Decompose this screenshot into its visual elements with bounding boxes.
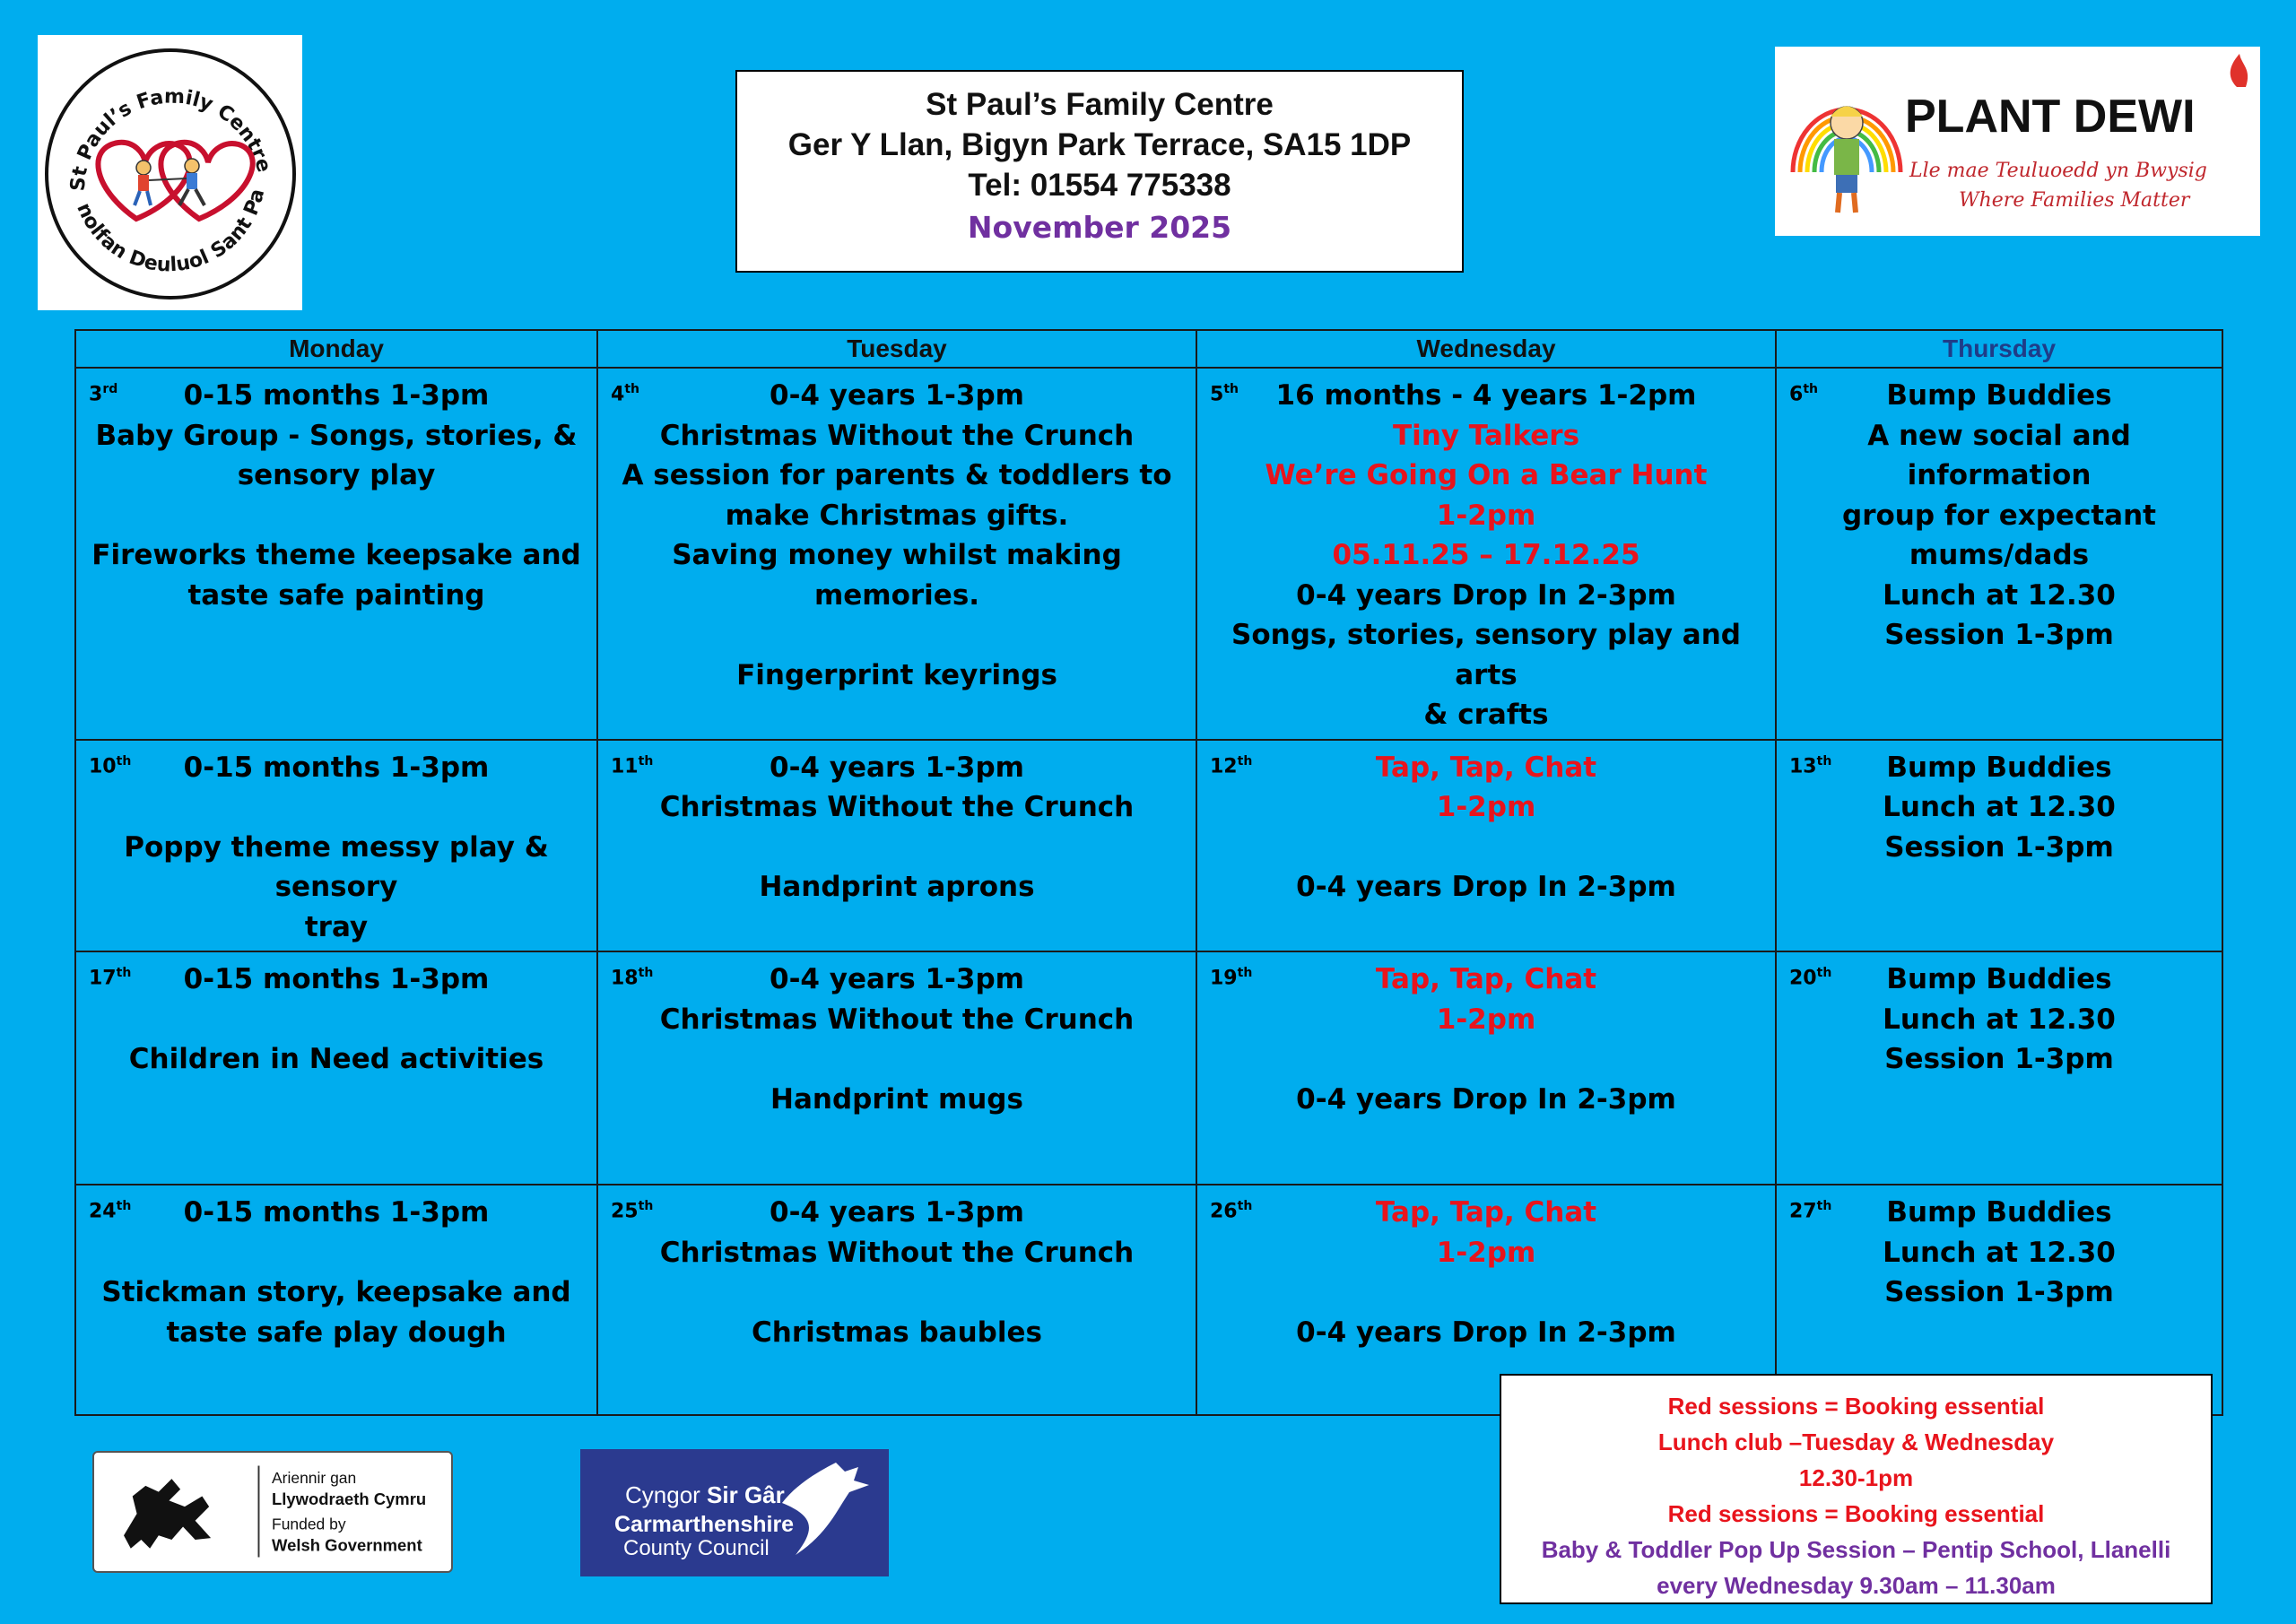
calendar-day-cell-tuesday (597, 740, 1196, 952)
day-number (611, 750, 653, 778)
booking-session-line: 1-2pm (1436, 1003, 1536, 1036)
note-line: Red sessions = Booking essential (1667, 1393, 2045, 1420)
calendar-day-cell-tuesday (597, 1185, 1196, 1415)
event-line: Bump Buddies (1886, 751, 2112, 784)
event-line: Handprint mugs (770, 1082, 1023, 1116)
day-number (89, 961, 131, 990)
event-line: & crafts (1423, 699, 1549, 731)
booking-session-line: 05.11.25 – 17.12.25 (1332, 539, 1640, 571)
event-line: Christmas Without the Crunch (659, 1236, 1135, 1269)
council-sir-gar: Sir Gâr (707, 1481, 785, 1508)
event-line: Christmas Without the Crunch (659, 791, 1135, 823)
event-line: 0-4 years Drop In 2-3pm (1296, 1082, 1676, 1116)
wg-line2: Llywodraeth Cymru (272, 1489, 427, 1509)
council-dragon-icon (782, 1463, 869, 1555)
day-number (1789, 961, 1831, 990)
day-number (1210, 378, 1239, 406)
logo-bottom-text: nolfan Deuluol Sant Pa (72, 187, 270, 277)
day-number-suffix: th (1816, 966, 1832, 980)
note-line: 12.30-1pm (1798, 1464, 1914, 1491)
event-line: Lunch at 12.30 (1883, 1236, 2116, 1269)
council-carmarthenshire: Carmarthenshire (614, 1512, 795, 1537)
booking-session-line: 1-2pm (1436, 1236, 1536, 1269)
event-line (609, 1272, 1185, 1313)
day-number-value: 27 (1789, 1200, 1817, 1223)
event-line: 0-15 months 1-3pm (183, 751, 490, 784)
event-line: 0-15 months 1-3pm (183, 963, 490, 995)
event-line: Fingerprint keyrings (736, 658, 1057, 691)
booking-session-line: Tap, Tap, Chat (1375, 963, 1597, 995)
event-line: Fireworks theme keepsake and (91, 539, 581, 571)
event-line (87, 1233, 586, 1273)
event-line: Baby Group - Songs, stories, & (95, 419, 578, 452)
day-number-value: 13 (1789, 754, 1817, 777)
day-number (611, 1194, 653, 1223)
day-number-value: 17 (89, 967, 117, 990)
welsh-government-logo (92, 1451, 453, 1573)
calendar-day-cell-thursday (1776, 951, 2222, 1185)
event-line: Bump Buddies (1886, 1196, 2112, 1229)
event-line (1208, 828, 1764, 868)
carmarthenshire-council-logo (580, 1449, 889, 1576)
day-number-value: 20 (1789, 967, 1817, 990)
calendar-day-cell-tuesday (597, 368, 1196, 740)
day-number-suffix: th (1237, 1199, 1253, 1213)
event-line: 0-15 months 1-3pm (183, 1196, 490, 1229)
st-pauls-logo (38, 35, 302, 310)
event-line (609, 828, 1185, 868)
day-number-value: 18 (611, 967, 639, 990)
day-number-value: 12 (1210, 754, 1238, 777)
calendar-header-row (75, 330, 2222, 368)
event-line (609, 615, 1185, 656)
calendar-table (74, 329, 2223, 1416)
plant-dewi-tagline-english: Where Families Matter (1959, 189, 2190, 212)
day-number (89, 1194, 131, 1223)
day-number-suffix: th (1816, 753, 1832, 769)
council-county-council: County Council (623, 1536, 770, 1560)
event-line: Christmas Without the Crunch (659, 419, 1135, 452)
event-line: group for expectant (1842, 499, 2156, 532)
day-number-suffix: th (116, 1199, 132, 1213)
event-line: Handprint aprons (759, 871, 1035, 903)
calendar-month: November 2025 (967, 210, 1232, 245)
event-line (87, 496, 586, 536)
event-line: tray (304, 910, 369, 943)
event-line: mums/dads (1909, 539, 2090, 571)
event-line: 0-4 years 1-3pm (770, 379, 1024, 412)
day-number-value: 3 (89, 383, 103, 406)
day-number (1210, 961, 1252, 990)
calendar-week-row (75, 951, 2222, 1185)
event-line: Lunch at 12.30 (1883, 578, 2116, 612)
calendar-day-cell-thursday (1776, 740, 2222, 952)
day-number-suffix: th (638, 753, 654, 769)
calendar-day-cell-wednesday (1196, 740, 1776, 952)
day-number-value: 25 (611, 1200, 639, 1223)
council-cyngor: Cyngor (625, 1481, 708, 1508)
event-line: Session 1-3pm (1884, 830, 2114, 864)
event-line: taste safe painting (187, 578, 485, 612)
plant-dewi-logo-graphic (1775, 47, 2260, 236)
booking-session-line: We’re Going On a Bear Hunt (1265, 459, 1708, 491)
day-number-value: 4 (611, 383, 625, 406)
wg-line3: Funded by (272, 1515, 346, 1533)
event-line: 0-4 years 1-3pm (770, 751, 1024, 784)
day-number (1789, 378, 1818, 406)
event-line: Children in Need activities (128, 1043, 544, 1075)
event-line: Session 1-3pm (1884, 619, 2114, 651)
welsh-government-logo-graphic (94, 1453, 451, 1571)
day-number-suffix: th (1237, 753, 1253, 769)
flame-icon (2231, 54, 2248, 87)
st-pauls-logo-graphic (38, 35, 302, 310)
day-number (1210, 1194, 1252, 1223)
calendar-week-row (75, 368, 2222, 740)
day-number-value: 6 (1789, 383, 1804, 406)
heart-right-icon (161, 143, 252, 219)
event-line (1208, 1272, 1764, 1313)
centre-address: Ger Y Llan, Bigyn Park Terrace, SA15 1DP (787, 127, 1412, 162)
day-number-value: 19 (1210, 967, 1238, 990)
centre-name: St Paul’s Family Centre (926, 87, 1274, 122)
event-line: Songs, stories, sensory play and arts (1231, 619, 1741, 691)
event-line: Bump Buddies (1886, 379, 2112, 412)
day-header-wednesday: Wednesday (1196, 330, 1776, 368)
svg-text:Canolfan Deuluol Sant Paul (38, 35, 269, 277)
day-number-value: 24 (89, 1200, 117, 1223)
day-number-suffix: th (638, 966, 654, 980)
day-number (1210, 750, 1252, 778)
day-number-suffix: th (1223, 382, 1239, 396)
event-line: Lunch at 12.30 (1883, 1003, 2116, 1036)
day-number (1789, 750, 1831, 778)
day-number (1789, 1194, 1831, 1223)
event-line: 0-4 years Drop In 2-3pm (1296, 578, 1676, 612)
event-line: A new social and information (1867, 419, 2131, 491)
svg-text:Cyngor Sir Gâr (625, 1481, 785, 1508)
calendar-day-cell-wednesday (1196, 951, 1776, 1185)
note-line: Baby & Toddler Pop Up Session – Pentip School, Llanelli (1541, 1536, 2171, 1563)
calendar-day-cell-thursday (1776, 368, 2222, 740)
day-number-value: 26 (1210, 1200, 1238, 1223)
event-line: Saving money whilst making memories. (672, 539, 1122, 612)
event-line (87, 787, 586, 828)
day-number-suffix: th (624, 382, 639, 396)
event-line (609, 1039, 1185, 1080)
day-number-value: 11 (611, 754, 639, 777)
wg-line1: Ariennir gan (272, 1468, 357, 1487)
event-line: make Christmas gifts. (725, 499, 1069, 532)
day-header-tuesday: Tuesday (597, 330, 1196, 368)
event-line (87, 1000, 586, 1040)
event-line: taste safe play dough (166, 1316, 507, 1349)
event-line: Christmas baubles (752, 1316, 1042, 1349)
plant-dewi-tagline-welsh: Lle mae Teuluoedd yn Bwysig (1909, 160, 2207, 182)
day-header-thursday: Thursday (1776, 330, 2222, 368)
event-line: 0-4 years 1-3pm (770, 963, 1024, 995)
day-number-suffix: th (1803, 382, 1818, 396)
day-number-suffix: th (1237, 966, 1253, 980)
day-number (89, 750, 131, 778)
day-number-value: 5 (1210, 383, 1224, 406)
booking-session-line: Tap, Tap, Chat (1375, 751, 1597, 784)
event-line: Session 1-3pm (1884, 1276, 2114, 1308)
booking-session-line: Tap, Tap, Chat (1375, 1196, 1597, 1229)
day-number-suffix: th (116, 753, 132, 769)
event-line: 16 months - 4 years 1-2pm (1275, 379, 1697, 412)
event-line: 0-4 years Drop In 2-3pm (1296, 1316, 1676, 1349)
day-number-suffix: th (638, 1199, 654, 1213)
centre-header (735, 70, 1464, 273)
wg-line4: Welsh Government (272, 1535, 422, 1555)
calendar-day-cell-monday (75, 368, 597, 740)
note-line: Red sessions = Booking essential (1667, 1500, 2045, 1527)
calendar-day-cell-monday (75, 951, 597, 1185)
calendar-day-cell-tuesday (597, 951, 1196, 1185)
day-number (611, 378, 639, 406)
calendar-day-cell-monday (75, 1185, 597, 1415)
day-number-suffix: rd (102, 382, 118, 396)
event-line: Stickman story, keepsake and (101, 1276, 571, 1308)
carmarthenshire-council-logo-graphic (580, 1449, 889, 1576)
event-line: Bump Buddies (1886, 963, 2112, 995)
event-line: 0-4 years 1-3pm (770, 1196, 1024, 1229)
plant-dewi-brand: PLANT DEWI (1905, 91, 2196, 143)
day-number-value: 10 (89, 754, 117, 777)
plant-dewi-logo (1775, 47, 2260, 236)
event-line: 0-4 years Drop In 2-3pm (1296, 871, 1676, 903)
day-number (611, 961, 653, 990)
notes-box (1500, 1374, 2213, 1604)
note-line: Lunch club –Tuesday & Wednesday (1657, 1429, 2055, 1455)
booking-session-line: 1-2pm (1436, 791, 1536, 823)
booking-session-line: Tiny Talkers (1392, 419, 1580, 452)
centre-phone: Tel: 01554 775338 (968, 168, 1231, 203)
calendar-day-cell-monday (75, 740, 597, 952)
day-number (89, 378, 117, 406)
event-line: Lunch at 12.30 (1883, 791, 2116, 823)
note-line: every Wednesday 9.30am – 11.30am (1657, 1572, 2056, 1599)
event-line (1208, 1039, 1764, 1080)
booking-session-line: 1-2pm (1436, 499, 1536, 532)
calendar-week-row (75, 740, 2222, 952)
day-number-suffix: th (116, 966, 132, 980)
day-header-monday: Monday (75, 330, 597, 368)
calendar-day-cell-wednesday (1196, 368, 1776, 740)
event-line: 0-15 months 1-3pm (183, 379, 490, 412)
event-line: Session 1-3pm (1884, 1043, 2114, 1075)
day-number-suffix: th (1816, 1199, 1832, 1213)
event-line: sensory play (237, 459, 436, 491)
event-line: Poppy theme messy play & sensory (124, 830, 549, 903)
logo-top-text: St Paul’s Family Centre (66, 85, 275, 192)
dragon-icon (124, 1479, 211, 1549)
event-line: A session for parents & toddlers to (622, 459, 1172, 491)
event-line: Christmas Without the Crunch (659, 1003, 1135, 1036)
